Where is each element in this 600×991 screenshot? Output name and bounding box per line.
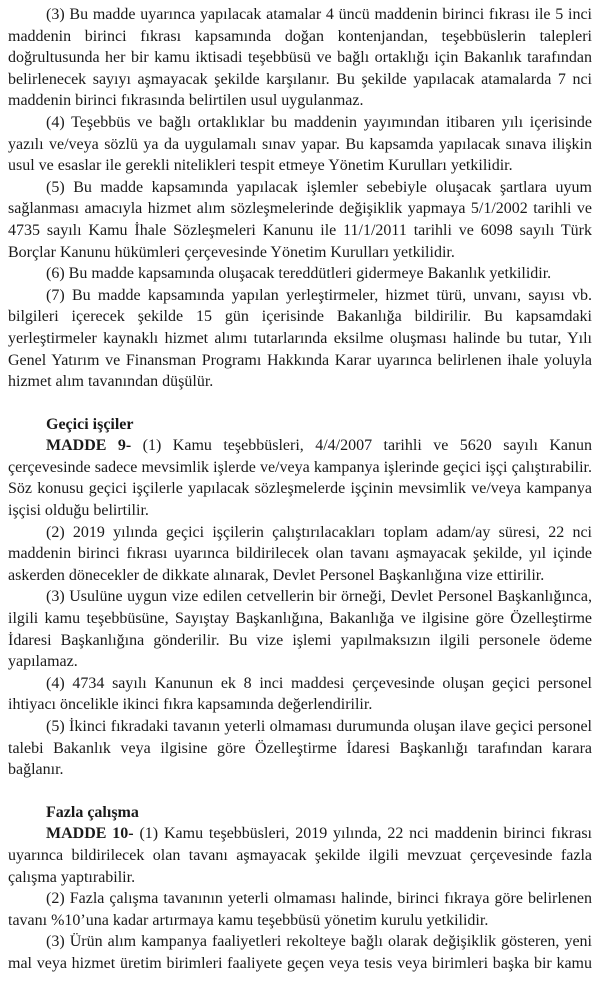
paragraph: (3) Ürün alım kampanya faaliyetleri rekolteye bağlı olarak değişiklik gösteren, yeni mal veya hizmet üretim birimleri faaliyete geçen veya tesis veya birimleri başka bir kamu <box>8 933 592 972</box>
article-text: (1) Kamu teşebbüsleri, 4/4/2007 tarihli ve 5620 sayılı Kanun çerçevesinde sadece mevsimlik işlerde ve/veya kampanya işlerinde geçici işçi çalıştırabilir. Söz konusu geçici işçilerle yapılacak sözleşmelerde işçinin mevsimlik ve/veya kampanya işçisi olduğu belirtilir. <box>8 437 592 520</box>
paragraph: (2) Fazla çalışma tavanının yeterli olmaması halinde, birinci fıkraya göre belirlenen tavanı %10’una kadar artırmaya kamu teşebbüsü yönetim kurulu yetkilidir. <box>8 890 592 929</box>
article-label: MADDE 9- <box>46 437 132 455</box>
paragraph: (5) Bu madde kapsamında yapılacak işlemler sebebiyle oluşacak şartlara uyum sağlanması amacıyla hizmet alım sözleşmelerinde değişiklik yapmaya 5/1/2002 tarihli ve 4735 sayılı Kamu İhale Sözleşmeleri Kanunu ile 11/1/2011 tarihli ve 6098 sayılı Türk Borçlar Kanunu hükümleri çerçevesinde Yönetim Kurulları yetkilidir. <box>8 178 592 261</box>
section-spacer <box>8 781 592 802</box>
article-10-paragraph-1 <box>8 823 592 888</box>
paragraph: (3) Bu madde uyarınca yapılacak atamalar 4 üncü maddenin birinci fıkrası ile 5 inci maddenin birinci fıkrası kapsamında doğan kontenjandan, teşebbüslerin talepleri doğrultusunda her bir kamu iktisadi teşebbüsü ve bağlı ortaklığı için Bakanlık tarafından belirlenecek sayıyı aşmayacak şekilde karşılanır. Bu şekilde yapılacak atamalarda 7 nci maddenin birinci fıkrasında belirtilen usul uygulanmaz. <box>8 6 592 110</box>
paragraph: (3) Usulüne uygun vize edilen cetvellerin bir örneği, Devlet Personel Başkanlığınca, ilgili kamu teşebbüsüne, Sayıştay Başkanlığına, Bakanlığa ve ilgisine göre Özelleştirme İdaresi Başkanlığına gönderilir. Bu vize işlemi yapılmaksızın ilgili personele ödeme yapılamaz. <box>8 588 592 671</box>
paragraph: (6) Bu madde kapsamında oluşacak tereddütleri gidermeye Bakanlık yetkilidir. <box>46 265 552 283</box>
paragraph: (7) Bu madde kapsamında yapılan yerleştirmeler, hizmet türü, unvanı, sayısı vb. bilgileri içerecek şekilde 15 gün içerisinde Bakanlığa bildirilir. Bu kapsamdaki yerleştirmeler kaynaklı hizmet alımı tutarlarında eksilme oluşması halinde bu tutar, Yılı Genel Yatırım ve Finansman Programı Hakkında Karar uyarınca belirlenen ihale yoluyla hizmet alım tavanından düşülür. <box>8 286 592 391</box>
article-text: (1) Kamu teşebbüsleri, 2019 yılında, 22 nci maddenin birinci fıkrası uyarınca bildirilecek olan tavanı aşmayacak şekilde ilgili mevzuat çerçevesinde fazla çalışma yaptırabilir. <box>8 825 593 886</box>
paragraph: (4) Teşebbüs ve bağlı ortaklıklar bu maddenin yayımından itibaren yılı içerisinde yazılı ve/veya sözlü ya da uygulamalı sınav yapar. Bu kapsamda yapılacak sınava ilişkin usul ve esaslar ile gerekli nitelikleri tespit etmeye Yönetim Kurulları yetkilidir. <box>8 113 592 175</box>
paragraph: (4) 4734 sayılı Kanunun ek 8 inci maddesi çerçevesinde oluşan geçici personel ihtiyacı öncelikle ikinci fıkra kapsamında değerlendirilir. <box>8 674 592 714</box>
article-label: MADDE 10- <box>46 825 134 843</box>
section-spacer <box>8 393 592 414</box>
section-heading-fazla-calisma: Fazla çalışma <box>46 803 139 821</box>
paragraph: (5) İkinci fıkradaki tavanın yeterli olmaması durumunda oluşan ilave geçici personel talebi Bakanlık veya ilgisine göre Özelleştirme İdaresi Başkanlığı tarafından karara bağlanır. <box>8 718 592 779</box>
article-9-paragraph-1 <box>8 435 592 521</box>
paragraph: (2) 2019 yılında geçici işçilerin çalıştırılacakları toplam adam/ay süresi, 22 nci maddenin birinci fıkrası uyarınca bildirilecek olan tavanı aşmayacak şekilde, yıl içinde askerden dönecekler de dikkate alınarak, Devlet Personel Başkanlığına vize ettirilir. <box>8 523 592 584</box>
section-heading-gecici-isciler: Geçici işçiler <box>46 415 134 433</box>
